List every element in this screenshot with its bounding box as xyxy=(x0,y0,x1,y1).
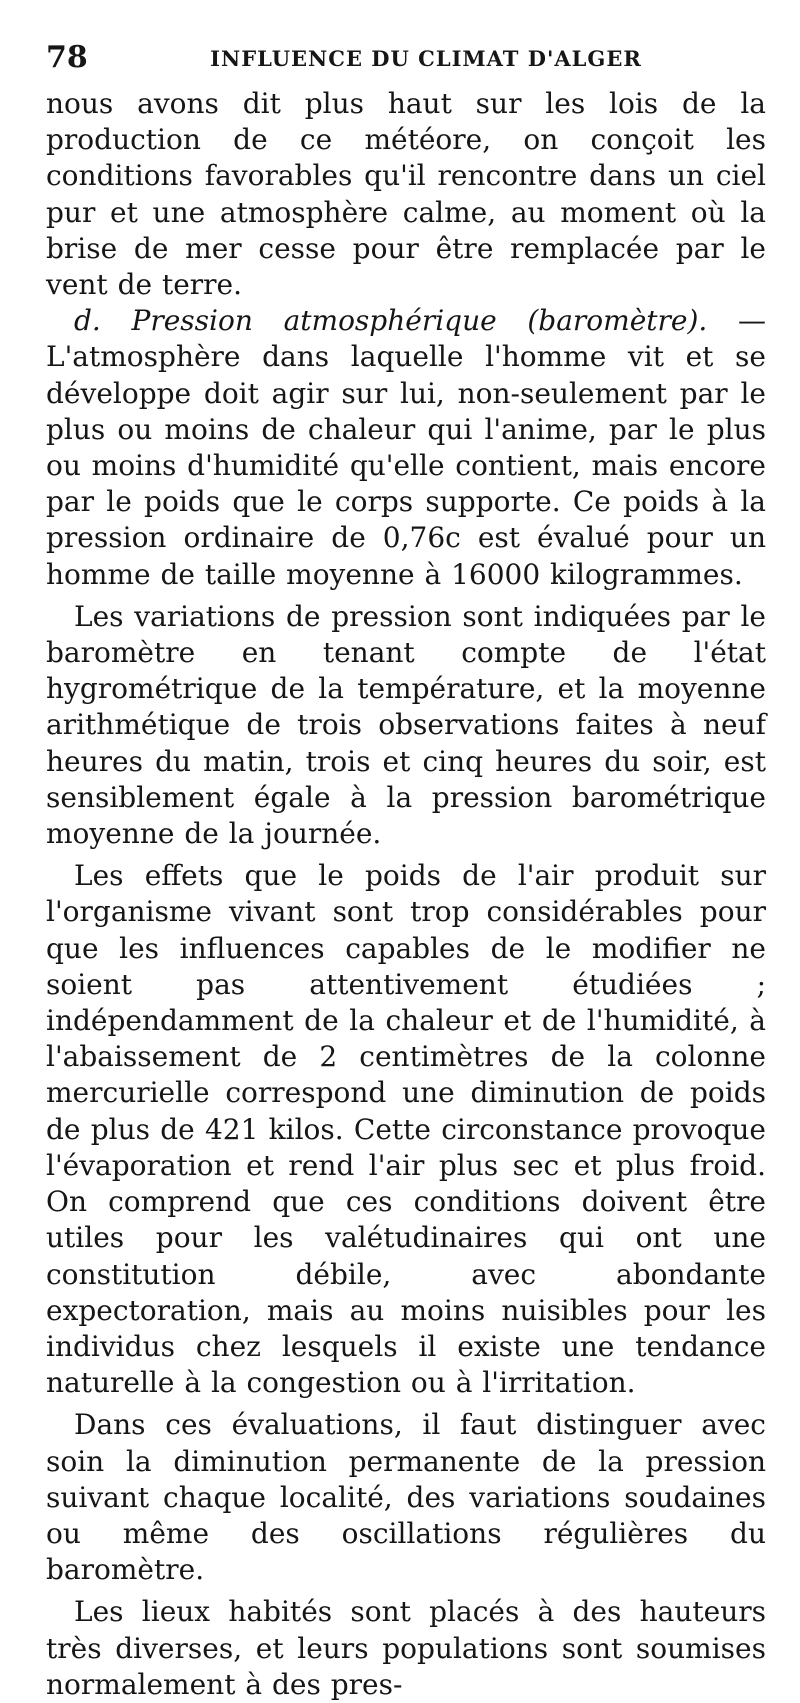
paragraph-altitudes xyxy=(46,1594,766,1703)
section-heading: d. Pression atmosphérique (baromètre). xyxy=(74,304,708,338)
page-header xyxy=(46,34,766,86)
paragraph-text: Dans ces évaluations, il faut distinguer avec soin la diminution permanente de la pression suivant chaque localité, des variations soudaines ou même des oscillations régulières du baromètre. xyxy=(46,1408,766,1587)
paragraph-effects xyxy=(46,858,766,1401)
paragraph-evaluations xyxy=(46,1407,766,1588)
paragraph-text: Les variations de pression sont indiquées par le baromètre en tenant compte de l'état hygrométrique de la température, et la moyenne arithmétique de trois observations faites à neuf heures du matin, trois et cinq heures du soir, est sensiblement égale à la pression barométrique moyenne de la journée. xyxy=(46,599,766,851)
paragraph-text: Les lieux habités sont placés à des hauteurs très diverses, et leurs populations sont soumises normalement à des pres- xyxy=(46,1595,766,1701)
running-title: INFLUENCE DU CLIMAT D'ALGER xyxy=(210,46,642,71)
paragraph-text: nous avons dit plus haut sur les lois de la production de ce météore, on conçoit les conditions favorables qu'il rencontre dans un ciel pur et une atmosphère calme, au moment où la brise de mer cesse pour être remplacée par le vent de terre. xyxy=(46,87,766,302)
paragraph-section-d xyxy=(46,303,766,593)
paragraph-continuation xyxy=(46,86,766,303)
paragraph-variations xyxy=(46,599,766,852)
page-number: 78 xyxy=(46,40,88,75)
paragraph-text: — L'atmosphère dans laquelle l'homme vit et se développe doit agir sur lui, non-seulement par le plus ou moins de chaleur qui l'anime, par le plus ou moins d'humidité qu'elle contient, mais encore par le poids que le corps supporte. Ce poids à la pression ordinaire de 0,76c est évalué pour un homme de taille moyenne à 16000 kilogrammes. xyxy=(46,304,766,591)
paragraph-text: Les effets que le poids de l'air produit sur l'organisme vivant sont trop considérables pour que les influences capables de le modifier ne soient pas attentivement étudiées ; indépendamment de la chaleur et de l'humidité, à l'abaissement de 2 centimètres de la colonne mercurielle correspond une diminution de poids de plus de 421 kilos. Cette circonstance provoque l'évaporation et rend l'air plus sec et plus froid. On comprend que ces conditions doivent être utiles pour les valétudinaires qui ont une constitution débile, avec abondante expectoration, mais au moins nuisibles pour les individus chez lesquels il existe une tendance naturelle à la congestion ou à l'irritation. xyxy=(46,859,766,1400)
